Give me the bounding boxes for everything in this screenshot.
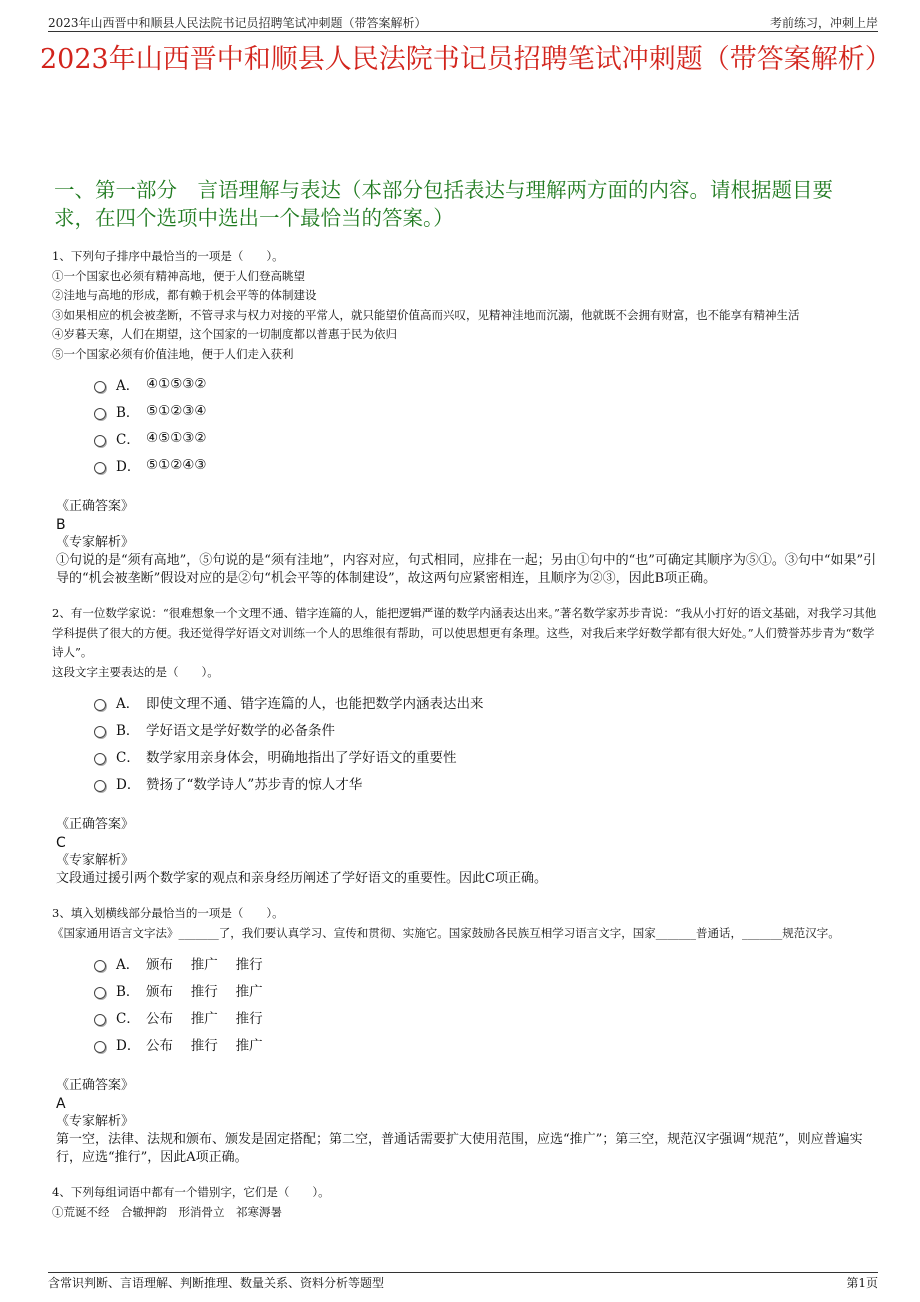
answer-value: A bbox=[56, 1096, 66, 1112]
option-b[interactable] bbox=[94, 976, 880, 1003]
option-letter: C． bbox=[116, 431, 140, 448]
answer-label: 《正确答案》 bbox=[56, 499, 135, 514]
radio-icon[interactable] bbox=[94, 726, 106, 738]
radio-icon[interactable] bbox=[94, 462, 106, 474]
page-footer bbox=[48, 1272, 878, 1290]
header-slogan: 考前练习，冲刺上岸 bbox=[769, 16, 878, 30]
option-letter: B． bbox=[116, 404, 140, 421]
radio-icon[interactable] bbox=[94, 435, 106, 447]
option-letter: C． bbox=[116, 1010, 140, 1027]
question-stem bbox=[52, 247, 880, 364]
question-3 bbox=[52, 904, 880, 1167]
answer-label: 《正确答案》 bbox=[56, 817, 135, 832]
analysis-label: 《专家解析》 bbox=[56, 535, 135, 550]
radio-icon[interactable] bbox=[94, 960, 106, 972]
option-list bbox=[94, 370, 880, 478]
stem-line: 2、有一位数学家说：“很难想象一个文理不通、错字连篇的人，能把逻辑严谨的数学内涵表达出来。”著名数学家苏步青说：“我从小打好的语文基础，对我学习其他学科提供了很大的方便。我还觉得学好语文对训练一个人的思维很有帮助，可以使思想更有条理。这些，对我后来学好数学都有很大好处。”人们赞誉苏步青为“数学诗人”。 bbox=[52, 606, 877, 659]
option-a[interactable] bbox=[94, 688, 880, 715]
question-stem bbox=[52, 1183, 880, 1222]
stem-line: ⑤一个国家必须有价值洼地，便于人们走入获利 bbox=[52, 346, 294, 361]
stem-line: ③如果相应的机会被垄断，不管寻求与权力对接的平常人，就只能望价值高而兴叹，见精神洼地而沉溺，他就既不会拥有财富，也不能享有精神生活 bbox=[52, 307, 800, 322]
option-letter: A． bbox=[116, 377, 140, 394]
option-text: 学好语文是学好数学的必备条件 bbox=[146, 722, 335, 739]
radio-icon[interactable] bbox=[94, 1041, 106, 1053]
option-c[interactable] bbox=[94, 742, 880, 769]
stem-line: 3、填入划横线部分最恰当的一项是（ ）。 bbox=[52, 906, 284, 920]
stem-line: ②洼地与高地的形成，都有赖于机会平等的体制建设 bbox=[52, 288, 317, 302]
option-b[interactable] bbox=[94, 397, 880, 424]
question-stem bbox=[52, 604, 880, 682]
option-a[interactable] bbox=[94, 370, 880, 397]
question-stem bbox=[52, 904, 880, 943]
stem-line: 《国家通用语言文字法》_______了，我们要认真学习、宣传和贯彻、实施它。国家鼓励各民族互相学习语言文字，国家_______普通话，_______规范汉字。 bbox=[52, 925, 840, 940]
option-list bbox=[94, 949, 880, 1057]
radio-icon[interactable] bbox=[94, 780, 106, 792]
analysis-text: ①句说的是“须有高地”，⑤句说的是“须有洼地”，内容对应，句式相同，应排在一起；另由①句中的“也”可确定其顺序为⑤①。③句中“如果”引导的“机会被垄断”假设对应的是②句“机会平等的体制建设”，故这两句应紧密相连，且顺序为②③，因此B项正确。 bbox=[56, 553, 877, 586]
option-letter: A． bbox=[116, 695, 140, 712]
option-letter: D． bbox=[116, 458, 141, 475]
option-letter: A． bbox=[116, 956, 140, 973]
radio-icon[interactable] bbox=[94, 753, 106, 765]
analysis-label: 《专家解析》 bbox=[56, 1114, 135, 1129]
option-letter: D． bbox=[116, 776, 141, 793]
stem-line: ①一个国家也必须有精神高地，便于人们登高眺望 bbox=[52, 268, 305, 283]
header-document-title: 2023年山西晋中和顺县人民法院书记员招聘笔试冲刺题（带答案解析） bbox=[48, 16, 427, 30]
question-2 bbox=[52, 604, 880, 888]
document-title: 2023年山西晋中和顺县人民法院书记员招聘笔试冲刺题（带答案解析） bbox=[40, 44, 892, 75]
answer-value: C bbox=[56, 835, 66, 851]
answer-block bbox=[56, 498, 880, 588]
analysis-text: 第一空，法律、法规和颁布、颁发是固定搭配；第二空，普通话需要扩大使用范围，应选“推广”；第三空，规范汉字强调“规范”，则应普遍实行，应选“推行”，因此A项正确。 bbox=[56, 1132, 863, 1165]
option-text: ⑤①②③④ bbox=[146, 402, 207, 419]
analysis-label: 《专家解析》 bbox=[56, 853, 135, 868]
stem-line: ①荒诞不经 合辙押韵 形消骨立 祁寒溽暑 bbox=[52, 1204, 282, 1219]
option-text: ⑤①②④③ bbox=[146, 456, 207, 473]
question-1 bbox=[52, 247, 880, 588]
answer-block bbox=[56, 1077, 880, 1167]
option-c[interactable] bbox=[94, 424, 880, 451]
stem-line: 这段文字主要表达的是（ ）。 bbox=[52, 664, 219, 679]
option-d[interactable] bbox=[94, 769, 880, 796]
option-d[interactable] bbox=[94, 451, 880, 478]
option-text: 颁布 推广 推行 bbox=[146, 956, 263, 973]
option-letter: D． bbox=[116, 1037, 141, 1054]
option-text: 数学家用亲身体会，明确地指出了学好语文的重要性 bbox=[146, 749, 457, 766]
section-heading: 一、第一部分 言语理解与表达（本部分包括表达与理解两方面的内容。请根据题目要求，在四个选项中选出一个最恰当的答案。） bbox=[54, 178, 833, 230]
option-b[interactable] bbox=[94, 715, 880, 742]
option-text: ④⑤①③② bbox=[146, 429, 207, 446]
option-text: 即使文理不通、错字连篇的人，也能把数学内涵表达出来 bbox=[146, 695, 484, 712]
radio-icon[interactable] bbox=[94, 381, 106, 393]
stem-line: ④岁暮天寒，人们在期望，这个国家的一切制度都以普惠于民为依归 bbox=[52, 327, 397, 341]
answer-block bbox=[56, 816, 880, 888]
option-text: ④①⑤③② bbox=[146, 375, 207, 392]
option-list bbox=[94, 688, 880, 796]
answer-label: 《正确答案》 bbox=[56, 1078, 135, 1093]
option-letter: C． bbox=[116, 749, 140, 766]
questions-container bbox=[52, 247, 880, 1222]
option-text: 公布 推广 推行 bbox=[146, 1010, 263, 1027]
radio-icon[interactable] bbox=[94, 408, 106, 420]
radio-icon[interactable] bbox=[94, 1014, 106, 1026]
analysis-text: 文段通过援引两个数学家的观点和亲身经历阐述了学好语文的重要性。因此C项正确。 bbox=[56, 871, 547, 886]
page-header bbox=[48, 11, 878, 32]
option-letter: B． bbox=[116, 983, 140, 1000]
option-d[interactable] bbox=[94, 1030, 880, 1057]
page-number: 第1页 bbox=[846, 1276, 878, 1290]
question-4 bbox=[52, 1183, 880, 1222]
radio-icon[interactable] bbox=[94, 699, 106, 711]
stem-line: 1、下列句子排序中最恰当的一项是（ ）。 bbox=[52, 249, 284, 263]
option-a[interactable] bbox=[94, 949, 880, 976]
stem-line: 4、下列每组词语中都有一个错别字，它们是（ ）。 bbox=[52, 1185, 330, 1199]
footer-note: 含常识判断、言语理解、判断推理、数量关系、资料分析等题型 bbox=[48, 1276, 385, 1290]
option-letter: B． bbox=[116, 722, 140, 739]
option-text: 颁布 推行 推广 bbox=[146, 983, 263, 1000]
answer-value: B bbox=[56, 517, 66, 533]
radio-icon[interactable] bbox=[94, 987, 106, 999]
option-text: 公布 推行 推广 bbox=[146, 1037, 263, 1054]
option-c[interactable] bbox=[94, 1003, 880, 1030]
option-text: 赞扬了“数学诗人”苏步青的惊人才华 bbox=[146, 776, 363, 793]
